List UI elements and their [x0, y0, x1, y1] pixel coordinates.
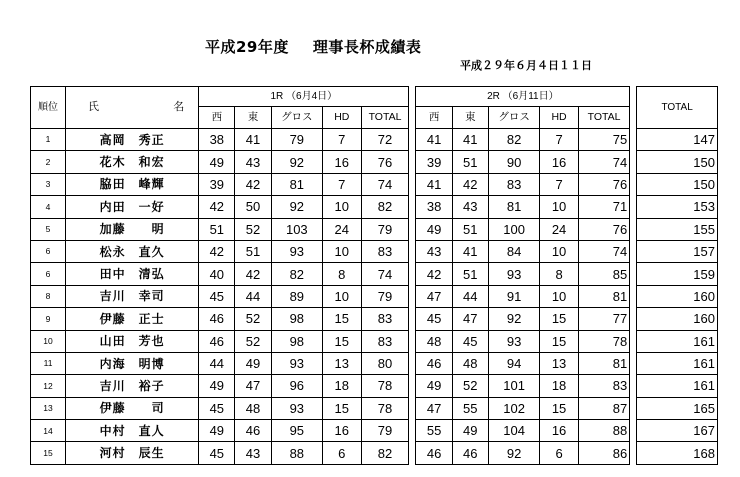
r2-east-cell: 44 — [452, 285, 488, 307]
separator — [630, 330, 637, 352]
r1-total-cell: 74 — [361, 173, 409, 195]
r1-total-cell: 83 — [361, 308, 409, 330]
grand-total-cell: 165 — [637, 397, 718, 419]
player-name-cell: 内田 一好 — [66, 196, 199, 218]
grand-total-cell: 168 — [637, 442, 718, 464]
r2-total-cell: 83 — [578, 375, 629, 397]
r2-gross-cell: 101 — [488, 375, 539, 397]
table-row — [31, 397, 718, 419]
rank-header: 順位 — [31, 87, 66, 129]
r2-west-cell: 41 — [416, 129, 452, 151]
r1-gross-cell: 93 — [271, 352, 322, 374]
r2-west-cell: 55 — [416, 420, 452, 442]
r1-total-cell: 74 — [361, 263, 409, 285]
r2-gross-cell: 93 — [488, 263, 539, 285]
separator — [409, 375, 416, 397]
r1-east-cell: 43 — [235, 151, 271, 173]
rank-cell: 12 — [31, 375, 66, 397]
table-row — [31, 352, 718, 374]
name-header — [66, 87, 199, 129]
r1-total-cell: 82 — [361, 442, 409, 464]
rank-cell: 4 — [31, 196, 66, 218]
separator — [409, 420, 416, 442]
r1-gross-cell: 79 — [271, 129, 322, 151]
player-name-cell: 花木 和宏 — [66, 151, 199, 173]
r2-gross-cell: 104 — [488, 420, 539, 442]
separator — [409, 196, 416, 218]
r1-gross-cell: 88 — [271, 442, 322, 464]
r1-gross-cell: 103 — [271, 218, 322, 240]
r2-west-cell: 49 — [416, 218, 452, 240]
r1-gross-cell: 89 — [271, 285, 322, 307]
player-name-cell: 吉川 裕子 — [66, 375, 199, 397]
r2-gross-cell: 84 — [488, 240, 539, 262]
r1-total-cell: 72 — [361, 129, 409, 151]
table-row — [31, 330, 718, 352]
grand-total-cell: 167 — [637, 420, 718, 442]
grand-total-cell: 159 — [637, 263, 718, 285]
r1-total-cell: 82 — [361, 196, 409, 218]
r2-east-cell: 51 — [452, 151, 488, 173]
table-row — [31, 285, 718, 307]
separator — [630, 308, 637, 330]
grand-total-cell: 147 — [637, 129, 718, 151]
player-name-cell: 山田 芳也 — [66, 330, 199, 352]
separator — [409, 263, 416, 285]
separator — [630, 420, 637, 442]
grand-total-cell: 157 — [637, 240, 718, 262]
r2-east-cell: 49 — [452, 420, 488, 442]
r1-hd-cell: 10 — [323, 240, 362, 262]
r2-west-cell: 43 — [416, 240, 452, 262]
rank-cell: 10 — [31, 330, 66, 352]
r2-hd-cell: 10 — [540, 196, 579, 218]
name-header-2: 名 — [173, 101, 185, 113]
rank-cell: 5 — [31, 218, 66, 240]
rank-cell: 14 — [31, 420, 66, 442]
separator — [630, 151, 637, 173]
r2-west-cell: 46 — [416, 442, 452, 464]
r2-east-cell: 51 — [452, 263, 488, 285]
r1-total-cell: 78 — [361, 375, 409, 397]
r2-west-cell: 38 — [416, 196, 452, 218]
r1-east-header: 東 — [235, 107, 271, 129]
r2-west-cell: 42 — [416, 263, 452, 285]
rank-cell: 6 — [31, 240, 66, 262]
r2-hd-cell: 16 — [540, 151, 579, 173]
r1-east-cell: 42 — [235, 263, 271, 285]
separator — [409, 285, 416, 307]
r1-west-header: 西 — [199, 107, 235, 129]
r1-east-cell: 42 — [235, 173, 271, 195]
r2-east-cell: 47 — [452, 308, 488, 330]
r1-east-cell: 51 — [235, 240, 271, 262]
r2-hd-cell: 24 — [540, 218, 579, 240]
r1-west-cell: 45 — [199, 285, 235, 307]
table-row — [31, 420, 718, 442]
r2-total-cell: 71 — [578, 196, 629, 218]
r2-gross-cell: 92 — [488, 442, 539, 464]
separator — [630, 129, 637, 151]
round1-header: 1R （6月4日） — [199, 87, 409, 107]
grand-total-cell: 160 — [637, 285, 718, 307]
r1-hd-cell: 16 — [323, 151, 362, 173]
separator — [409, 352, 416, 374]
rank-cell: 8 — [31, 285, 66, 307]
player-name-cell: 高岡 秀正 — [66, 129, 199, 151]
r1-hd-cell: 10 — [323, 285, 362, 307]
grand-total-cell: 155 — [637, 218, 718, 240]
player-name-cell: 吉川 幸司 — [66, 285, 199, 307]
rank-cell: 15 — [31, 442, 66, 464]
rank-cell: 6 — [31, 263, 66, 285]
r2-west-cell: 45 — [416, 308, 452, 330]
r2-gross-header: グロス — [488, 107, 539, 129]
r2-west-header: 西 — [416, 107, 452, 129]
r2-total-cell: 76 — [578, 173, 629, 195]
separator — [409, 151, 416, 173]
r1-gross-cell: 98 — [271, 308, 322, 330]
separator — [409, 442, 416, 464]
separator — [409, 308, 416, 330]
table-row — [31, 173, 718, 195]
separator — [409, 330, 416, 352]
r1-east-cell: 48 — [235, 397, 271, 419]
r2-east-cell: 46 — [452, 442, 488, 464]
player-name-cell: 内海 明博 — [66, 352, 199, 374]
r2-gross-cell: 102 — [488, 397, 539, 419]
header-row-rounds — [31, 87, 718, 107]
r2-total-cell: 77 — [578, 308, 629, 330]
r1-east-cell: 52 — [235, 330, 271, 352]
table-row — [31, 240, 718, 262]
r1-west-cell: 42 — [199, 196, 235, 218]
r2-west-cell: 41 — [416, 173, 452, 195]
table-row — [31, 442, 718, 464]
player-name-cell: 田中 清弘 — [66, 263, 199, 285]
r1-east-cell: 43 — [235, 442, 271, 464]
r1-east-cell: 41 — [235, 129, 271, 151]
r1-west-cell: 49 — [199, 151, 235, 173]
rank-cell: 11 — [31, 352, 66, 374]
rank-cell: 1 — [31, 129, 66, 151]
r2-gross-cell: 94 — [488, 352, 539, 374]
table-row — [31, 218, 718, 240]
separator — [630, 375, 637, 397]
r2-east-cell: 51 — [452, 218, 488, 240]
separator — [409, 173, 416, 195]
table-row — [31, 263, 718, 285]
player-name-cell: 脇田 峰輝 — [66, 173, 199, 195]
event-date: 平成２９年６月４日１１日 — [460, 59, 592, 72]
r1-hd-cell: 6 — [323, 442, 362, 464]
r2-hd-cell: 15 — [540, 308, 579, 330]
r2-west-cell: 39 — [416, 151, 452, 173]
separator — [630, 173, 637, 195]
grand-total-cell: 150 — [637, 151, 718, 173]
r1-west-cell: 40 — [199, 263, 235, 285]
r2-hd-cell: 7 — [540, 129, 579, 151]
r1-west-cell: 44 — [199, 352, 235, 374]
r2-total-cell: 74 — [578, 151, 629, 173]
r1-total-cell: 78 — [361, 397, 409, 419]
grand-total-cell: 150 — [637, 173, 718, 195]
r2-total-cell: 81 — [578, 285, 629, 307]
r1-hd-cell: 24 — [323, 218, 362, 240]
r2-east-header: 東 — [452, 107, 488, 129]
r2-hd-cell: 15 — [540, 397, 579, 419]
r1-hd-cell: 10 — [323, 196, 362, 218]
title-year: 平成29年度 — [205, 38, 289, 56]
r1-gross-cell: 93 — [271, 397, 322, 419]
r1-gross-header: グロス — [271, 107, 322, 129]
player-name-cell: 松永 直久 — [66, 240, 199, 262]
separator — [630, 263, 637, 285]
r2-east-cell: 43 — [452, 196, 488, 218]
r2-hd-cell: 18 — [540, 375, 579, 397]
table-row — [31, 308, 718, 330]
page-title — [205, 36, 421, 57]
player-name-cell: 伊藤 正士 — [66, 308, 199, 330]
r1-west-cell: 49 — [199, 375, 235, 397]
r2-total-cell: 76 — [578, 218, 629, 240]
r1-gross-cell: 81 — [271, 173, 322, 195]
r1-gross-cell: 93 — [271, 240, 322, 262]
r2-total-cell: 85 — [578, 263, 629, 285]
r1-east-cell: 46 — [235, 420, 271, 442]
r2-east-cell: 52 — [452, 375, 488, 397]
r2-total-cell: 74 — [578, 240, 629, 262]
rank-cell: 3 — [31, 173, 66, 195]
r2-east-cell: 55 — [452, 397, 488, 419]
score-table-body — [31, 129, 718, 465]
r1-total-cell: 83 — [361, 330, 409, 352]
r2-hd-cell: 10 — [540, 285, 579, 307]
separator — [630, 196, 637, 218]
r1-hd-header: HD — [323, 107, 362, 129]
separator — [409, 129, 416, 151]
r1-west-cell: 45 — [199, 397, 235, 419]
r1-total-cell: 83 — [361, 240, 409, 262]
title-name: 理事長杯成績表 — [312, 38, 422, 56]
r1-gross-cell: 92 — [271, 151, 322, 173]
r1-total-cell: 79 — [361, 420, 409, 442]
player-name-cell: 伊藤 司 — [66, 397, 199, 419]
r2-gross-cell: 93 — [488, 330, 539, 352]
r2-west-cell: 47 — [416, 285, 452, 307]
r1-total-cell: 76 — [361, 151, 409, 173]
r2-hd-cell: 8 — [540, 263, 579, 285]
r1-hd-cell: 15 — [323, 330, 362, 352]
name-header-1: 氏 — [88, 101, 100, 113]
r1-west-cell: 51 — [199, 218, 235, 240]
r2-gross-cell: 92 — [488, 308, 539, 330]
rank-cell: 9 — [31, 308, 66, 330]
separator — [630, 442, 637, 464]
separator — [409, 218, 416, 240]
player-name-cell: 中村 直人 — [66, 420, 199, 442]
r1-west-cell: 38 — [199, 129, 235, 151]
r1-hd-cell: 13 — [323, 352, 362, 374]
grand-total-cell: 160 — [637, 308, 718, 330]
r2-east-cell: 48 — [452, 352, 488, 374]
r2-hd-cell: 7 — [540, 173, 579, 195]
grand-total-cell: 161 — [637, 352, 718, 374]
r2-hd-cell: 15 — [540, 330, 579, 352]
r2-hd-cell: 16 — [540, 420, 579, 442]
r1-hd-cell: 7 — [323, 173, 362, 195]
r2-hd-cell: 13 — [540, 352, 579, 374]
r2-total-cell: 87 — [578, 397, 629, 419]
separator — [630, 87, 637, 129]
round2-header: 2R （6月11日） — [416, 87, 630, 107]
r1-gross-cell: 98 — [271, 330, 322, 352]
r1-gross-cell: 92 — [271, 196, 322, 218]
r2-east-cell: 41 — [452, 129, 488, 151]
r2-west-cell: 47 — [416, 397, 452, 419]
r1-east-cell: 49 — [235, 352, 271, 374]
r2-total-header: TOTAL — [578, 107, 629, 129]
r1-west-cell: 49 — [199, 420, 235, 442]
r1-west-cell: 42 — [199, 240, 235, 262]
r1-east-cell: 50 — [235, 196, 271, 218]
r2-east-cell: 42 — [452, 173, 488, 195]
r1-west-cell: 39 — [199, 173, 235, 195]
r2-hd-header: HD — [540, 107, 579, 129]
r2-gross-cell: 91 — [488, 285, 539, 307]
player-name-cell: 河村 辰生 — [66, 442, 199, 464]
r2-gross-cell: 81 — [488, 196, 539, 218]
table-row — [31, 129, 718, 151]
r1-west-cell: 46 — [199, 308, 235, 330]
table-row — [31, 151, 718, 173]
r1-total-cell: 80 — [361, 352, 409, 374]
player-name-cell: 加藤 明 — [66, 218, 199, 240]
separator — [409, 87, 416, 129]
separator — [630, 397, 637, 419]
table-row — [31, 375, 718, 397]
grand-total-header: TOTAL — [637, 87, 718, 129]
r2-total-cell: 81 — [578, 352, 629, 374]
rank-cell: 2 — [31, 151, 66, 173]
separator — [409, 397, 416, 419]
r2-hd-cell: 10 — [540, 240, 579, 262]
r2-hd-cell: 6 — [540, 442, 579, 464]
r2-east-cell: 45 — [452, 330, 488, 352]
r2-west-cell: 48 — [416, 330, 452, 352]
rank-cell: 13 — [31, 397, 66, 419]
r2-gross-cell: 82 — [488, 129, 539, 151]
r1-hd-cell: 15 — [323, 308, 362, 330]
r2-total-cell: 75 — [578, 129, 629, 151]
grand-total-cell: 153 — [637, 196, 718, 218]
r2-west-cell: 49 — [416, 375, 452, 397]
r1-west-cell: 45 — [199, 442, 235, 464]
r1-total-cell: 79 — [361, 285, 409, 307]
separator — [630, 352, 637, 374]
r1-total-header: TOTAL — [361, 107, 409, 129]
r2-total-cell: 88 — [578, 420, 629, 442]
r1-hd-cell: 7 — [323, 129, 362, 151]
grand-total-cell: 161 — [637, 330, 718, 352]
separator — [630, 240, 637, 262]
r1-east-cell: 52 — [235, 218, 271, 240]
r2-east-cell: 41 — [452, 240, 488, 262]
r1-east-cell: 47 — [235, 375, 271, 397]
separator — [409, 240, 416, 262]
r1-hd-cell: 8 — [323, 263, 362, 285]
separator — [630, 218, 637, 240]
r1-hd-cell: 18 — [323, 375, 362, 397]
r1-total-cell: 79 — [361, 218, 409, 240]
r1-west-cell: 46 — [199, 330, 235, 352]
table-row — [31, 196, 718, 218]
r1-gross-cell: 82 — [271, 263, 322, 285]
r1-gross-cell: 95 — [271, 420, 322, 442]
r1-hd-cell: 16 — [323, 420, 362, 442]
grand-total-cell: 161 — [637, 375, 718, 397]
r2-gross-cell: 100 — [488, 218, 539, 240]
r2-total-cell: 86 — [578, 442, 629, 464]
r2-total-cell: 78 — [578, 330, 629, 352]
r1-gross-cell: 96 — [271, 375, 322, 397]
r2-gross-cell: 90 — [488, 151, 539, 173]
r1-east-cell: 44 — [235, 285, 271, 307]
score-table — [30, 86, 718, 465]
r1-east-cell: 52 — [235, 308, 271, 330]
r1-hd-cell: 15 — [323, 397, 362, 419]
r2-west-cell: 46 — [416, 352, 452, 374]
r2-gross-cell: 83 — [488, 173, 539, 195]
separator — [630, 285, 637, 307]
